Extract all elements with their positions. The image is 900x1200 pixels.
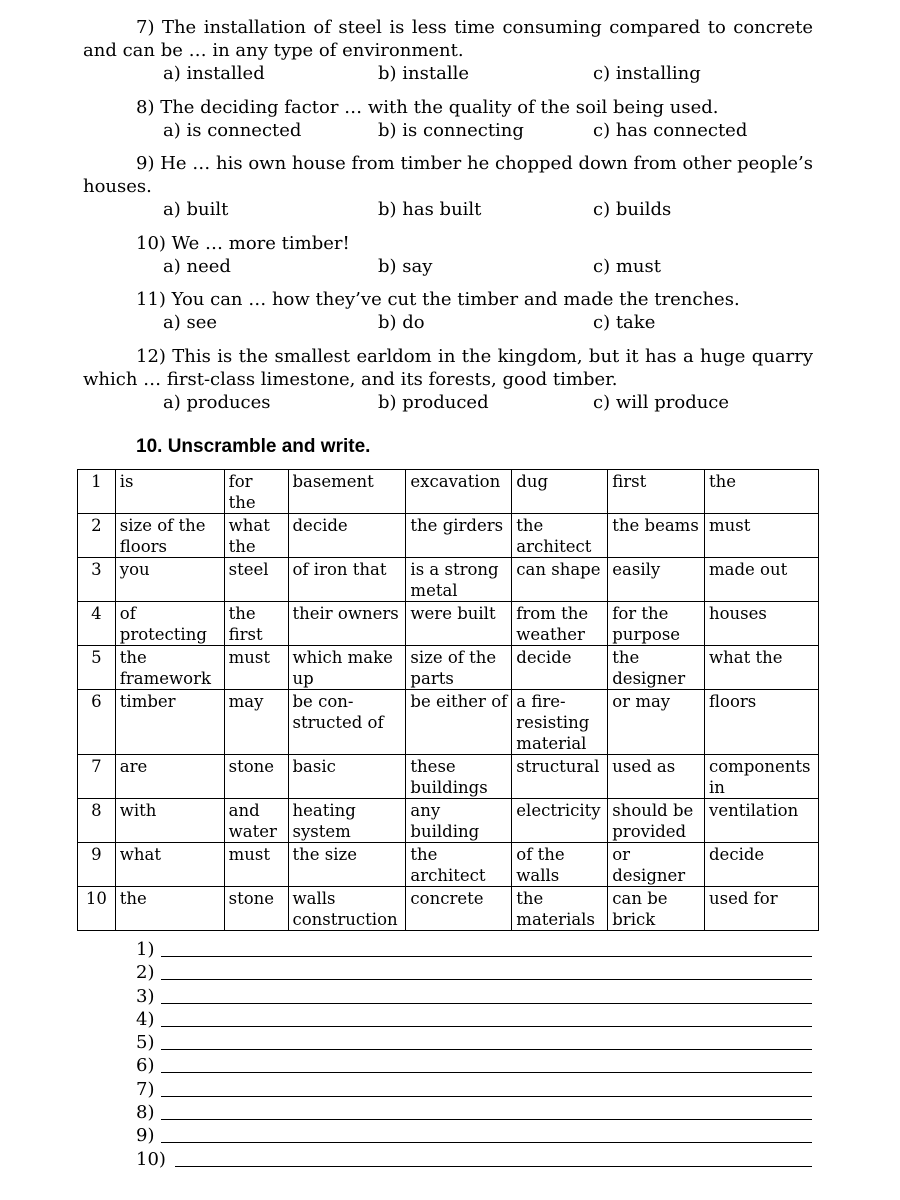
question-stem: 10) We … more timber! <box>136 233 350 254</box>
word-cell: used for <box>705 887 819 931</box>
table-row <box>78 470 819 514</box>
answer-line <box>136 1078 816 1101</box>
answer-options <box>83 62 813 85</box>
option-a[interactable]: a) produces <box>163 392 271 413</box>
word-cell: for the <box>224 470 288 514</box>
word-cell: the materials <box>512 887 608 931</box>
option-c[interactable]: c) builds <box>593 199 672 220</box>
table-row <box>78 799 819 843</box>
answer-line <box>136 1031 816 1054</box>
word-cell: must <box>224 843 288 887</box>
option-a[interactable]: a) is connected <box>163 120 302 141</box>
word-cell: for the purpose <box>608 602 705 646</box>
word-cell: and water <box>224 799 288 843</box>
answer-options <box>83 311 813 334</box>
option-c[interactable]: c) has connected <box>593 120 748 141</box>
word-cell: can be brick <box>608 887 705 931</box>
question-stem: 9) He … his own house from timber he chopped down from other people’s houses. <box>83 153 813 197</box>
answer-label: 5) <box>136 1032 155 1054</box>
option-b[interactable]: b) has built <box>378 199 482 220</box>
writing-line[interactable] <box>161 1142 812 1143</box>
word-cell: the size <box>288 843 406 887</box>
answer-line <box>136 985 816 1008</box>
word-cell: heating system <box>288 799 406 843</box>
option-c[interactable]: c) take <box>593 312 656 333</box>
table-row <box>78 646 819 690</box>
word-cell: components in <box>705 755 819 799</box>
word-cell: the <box>115 887 224 931</box>
writing-line[interactable] <box>161 979 812 980</box>
row-number: 2 <box>78 514 116 558</box>
word-cell: is a strong metal <box>406 558 512 602</box>
word-cell: decide <box>705 843 819 887</box>
word-cell: timber <box>115 690 224 755</box>
option-b[interactable]: b) is connecting <box>378 120 524 141</box>
word-cell: size of the parts <box>406 646 512 690</box>
word-cell: stone <box>224 755 288 799</box>
word-cell: may <box>224 690 288 755</box>
table-row <box>78 558 819 602</box>
word-cell: used as <box>608 755 705 799</box>
answer-line <box>136 961 816 984</box>
option-a[interactable]: a) need <box>163 256 231 277</box>
answer-label: 2) <box>136 962 155 984</box>
word-cell: the architect <box>406 843 512 887</box>
word-cell: their owners <box>288 602 406 646</box>
word-cell: walls construction <box>288 887 406 931</box>
option-c[interactable]: c) must <box>593 256 661 277</box>
word-cell: the first <box>224 602 288 646</box>
word-cell: dug <box>512 470 608 514</box>
option-c[interactable]: c) will produce <box>593 392 730 413</box>
word-cell: the architect <box>512 514 608 558</box>
word-cell: the girders <box>406 514 512 558</box>
answer-options <box>83 391 813 414</box>
word-cell: easily <box>608 558 705 602</box>
word-cell: houses <box>705 602 819 646</box>
word-cell: should be provided <box>608 799 705 843</box>
row-number: 10 <box>78 887 116 931</box>
table-row <box>78 843 819 887</box>
unscramble-table <box>77 469 819 931</box>
word-cell: a fire-resisting material <box>512 690 608 755</box>
question-11 <box>83 288 813 334</box>
word-cell: ventilation <box>705 799 819 843</box>
answer-label: 7) <box>136 1078 155 1100</box>
question-7 <box>83 16 813 85</box>
word-cell: or may <box>608 690 705 755</box>
answer-label: 8) <box>136 1102 155 1124</box>
answer-label: 10) <box>136 1148 166 1170</box>
writing-line[interactable] <box>161 1026 812 1027</box>
answer-line <box>136 938 816 961</box>
writing-line[interactable] <box>161 1003 812 1004</box>
word-cell: any building <box>406 799 512 843</box>
word-cell: floors <box>705 690 819 755</box>
word-cell: the framework <box>115 646 224 690</box>
question-9 <box>83 152 813 221</box>
answer-options <box>83 119 813 142</box>
option-b[interactable]: b) say <box>378 256 433 277</box>
row-number: 5 <box>78 646 116 690</box>
word-cell: of protecting <box>115 602 224 646</box>
table-row <box>78 887 819 931</box>
answer-line <box>136 1008 816 1031</box>
word-cell: from the weather <box>512 602 608 646</box>
row-number: 3 <box>78 558 116 602</box>
word-cell: can shape <box>512 558 608 602</box>
word-cell: the designer <box>608 646 705 690</box>
table-row <box>78 755 819 799</box>
row-number: 9 <box>78 843 116 887</box>
option-b[interactable]: b) do <box>378 312 425 333</box>
word-cell: is <box>115 470 224 514</box>
answer-line <box>136 1054 816 1077</box>
writing-line[interactable] <box>161 1072 812 1073</box>
writing-line[interactable] <box>161 1049 812 1050</box>
table-row <box>78 602 819 646</box>
table-row <box>78 514 819 558</box>
word-cell: what <box>115 843 224 887</box>
row-number: 8 <box>78 799 116 843</box>
question-stem: 8) The deciding factor … with the quality of the soil being used. <box>136 97 719 118</box>
word-cell: decide <box>512 646 608 690</box>
writing-line[interactable] <box>161 1096 812 1097</box>
question-stem: 7) The installation of steel is less time consuming compared to concrete and can be … in any type of environment. <box>83 17 813 61</box>
answer-label: 1) <box>136 939 155 960</box>
word-cell: steel <box>224 558 288 602</box>
word-cell: were built <box>406 602 512 646</box>
answer-label: 9) <box>136 1125 155 1147</box>
question-stem: 12) This is the smallest earldom in the kingdom, but it has a huge quarry which … first-class limestone, and its forests, good timber. <box>83 346 813 390</box>
word-cell: first <box>608 470 705 514</box>
word-cell: excavation <box>406 470 512 514</box>
unscramble-table-body <box>78 470 819 931</box>
word-cell: of iron that <box>288 558 406 602</box>
word-cell: basic <box>288 755 406 799</box>
word-cell: concrete <box>406 887 512 931</box>
word-cell: be con-structed of <box>288 690 406 755</box>
word-cell: with <box>115 799 224 843</box>
answer-line <box>136 1124 816 1147</box>
writing-line[interactable] <box>161 956 812 957</box>
answer-line <box>136 1101 816 1124</box>
answer-lines <box>136 938 816 1171</box>
table-row <box>78 690 819 755</box>
option-c[interactable]: c) installing <box>593 63 701 84</box>
word-cell: of the walls <box>512 843 608 887</box>
answer-label: 6) <box>136 1055 155 1077</box>
question-8 <box>83 96 813 142</box>
question-10 <box>83 232 813 278</box>
option-a[interactable]: a) built <box>163 199 229 220</box>
option-a[interactable]: a) see <box>163 312 218 333</box>
answer-options <box>83 198 813 221</box>
word-cell: these buildings <box>406 755 512 799</box>
word-cell: stone <box>224 887 288 931</box>
word-cell: electricity <box>512 799 608 843</box>
question-12 <box>83 345 813 414</box>
word-cell: decide <box>288 514 406 558</box>
option-a[interactable]: a) installed <box>163 63 265 84</box>
option-b[interactable]: b) installe <box>378 63 469 84</box>
answer-options <box>83 255 813 278</box>
option-b[interactable]: b) produced <box>378 392 489 413</box>
word-cell: must <box>705 514 819 558</box>
word-cell: be either of <box>406 690 512 755</box>
answer-label: 3) <box>136 985 155 1007</box>
answer-line <box>136 1148 816 1171</box>
row-number: 1 <box>78 470 116 514</box>
task-heading: 10. Unscramble and write. <box>136 436 371 457</box>
word-cell: basement <box>288 470 406 514</box>
writing-line[interactable] <box>175 1166 812 1167</box>
word-cell: or designer <box>608 843 705 887</box>
word-cell: are <box>115 755 224 799</box>
word-cell: structural <box>512 755 608 799</box>
word-cell: the beams <box>608 514 705 558</box>
question-stem: 11) You can … how they’ve cut the timber and made the trenches. <box>136 289 740 310</box>
word-cell: what the <box>705 646 819 690</box>
row-number: 7 <box>78 755 116 799</box>
word-cell: made out <box>705 558 819 602</box>
word-cell: size of the floors <box>115 514 224 558</box>
writing-line[interactable] <box>161 1119 812 1120</box>
word-cell: must <box>224 646 288 690</box>
row-number: 6 <box>78 690 116 755</box>
word-cell: what the <box>224 514 288 558</box>
word-cell: you <box>115 558 224 602</box>
row-number: 4 <box>78 602 116 646</box>
answer-label: 4) <box>136 1008 155 1030</box>
word-cell: which make up <box>288 646 406 690</box>
word-cell: the <box>705 470 819 514</box>
